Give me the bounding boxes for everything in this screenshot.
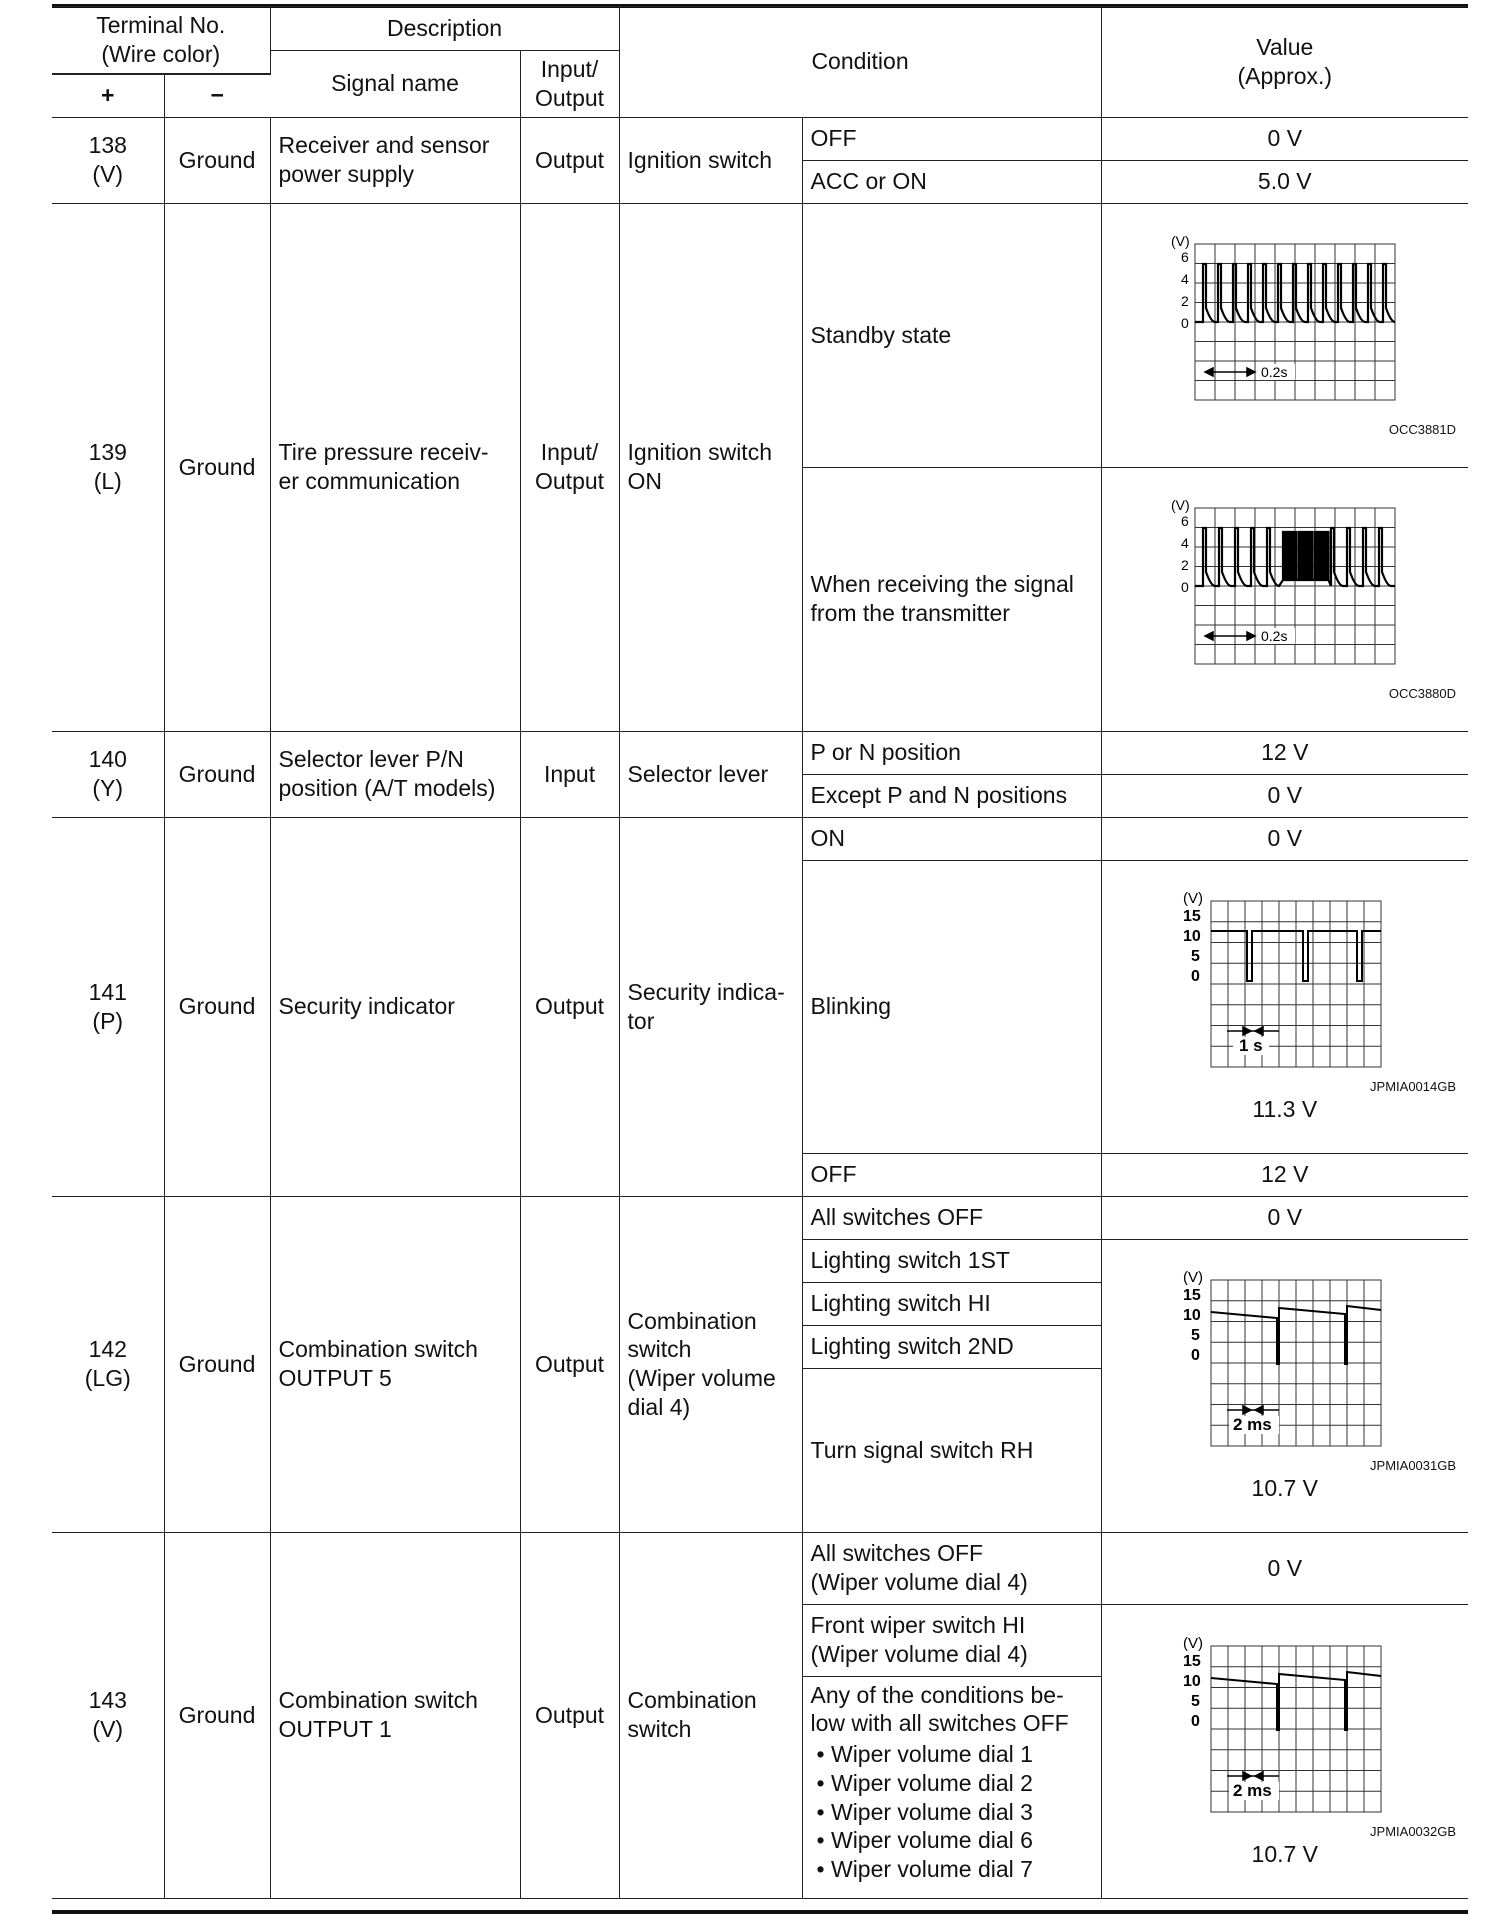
value: 11.3 V: [1252, 1096, 1318, 1123]
wire-color: (L): [93, 468, 122, 494]
io-139: [520, 203, 619, 731]
tick-label: 5: [1190, 1692, 1200, 1710]
terminal-143: [52, 1532, 164, 1898]
approx-label: (Approx.): [1237, 62, 1333, 89]
subcondition-line-1: Any of the conditions be-: [810, 1681, 1064, 1708]
wire-color: (LG): [84, 1365, 131, 1391]
subcondition: Lighting switch 2ND: [802, 1325, 1101, 1368]
wire-color: (P): [92, 1007, 124, 1034]
tick-label: 10: [1182, 1672, 1201, 1690]
value: 0 V: [1101, 1196, 1468, 1239]
subcondition: Blinking: [802, 860, 1101, 1153]
minus-header: −: [164, 74, 270, 117]
timebase-label: 2 ms: [1232, 1415, 1272, 1434]
value: 12 V: [1101, 1153, 1468, 1196]
io-line-2: Output: [535, 468, 605, 494]
terminal-table: [52, 6, 1468, 1899]
terminal-number: 141: [88, 978, 127, 1005]
bullet-item: • Wiper volume dial 1: [831, 1740, 1093, 1769]
waveform-cell-output5: [1101, 1239, 1468, 1532]
waveform-output5: [1155, 1268, 1415, 1458]
condition-header: Condition: [619, 7, 1101, 118]
waveform-cell-standby: [1101, 203, 1468, 467]
terminal-140: [52, 731, 164, 817]
value: 12 V: [1101, 731, 1468, 774]
waveform-output1: [1155, 1634, 1415, 1824]
tick-label: 10: [1182, 1307, 1201, 1324]
timebase-label: 1 s: [1238, 1036, 1263, 1055]
condition-line-2: switch: [627, 1716, 692, 1742]
terminal-number: 143: [88, 1687, 127, 1714]
subcondition: [802, 1532, 1101, 1604]
signal-line-1: Combination switch: [278, 1336, 478, 1363]
value-label: Value: [1256, 34, 1314, 60]
plus-header: +: [52, 74, 164, 117]
subcondition: [802, 1604, 1101, 1676]
ground-139: Ground: [164, 203, 270, 731]
unit-label: (V): [1182, 890, 1203, 907]
figure-code: JPMIA0032GB: [1370, 1823, 1457, 1839]
terminal-number: 138: [88, 132, 127, 159]
wire-color: (V): [92, 1716, 124, 1742]
waveform-cell-blinking: [1101, 860, 1468, 1153]
tick-label: 0: [1180, 314, 1189, 331]
subcondition: Standby state: [802, 203, 1101, 467]
signal-name-143: [270, 1532, 520, 1898]
subcondition: Except P and N positions: [802, 774, 1101, 817]
subcondition: OFF: [802, 1153, 1101, 1196]
subcondition: P or N position: [802, 731, 1101, 774]
signal-trace: [1195, 528, 1395, 586]
io-line-1: Input/: [540, 439, 599, 466]
terminal-no-header: [52, 7, 270, 75]
figure-code: JPMIA0014GB: [1370, 1079, 1457, 1094]
subcondition-line-1: When receiving the signal: [810, 571, 1074, 598]
table-row-138: [52, 117, 1468, 160]
tick-label: 15: [1182, 1652, 1201, 1670]
subcondition-line-1: All switches OFF: [810, 1540, 984, 1567]
signal-line-2: power supply: [278, 161, 415, 187]
signal-line-2: position (A/T models): [278, 775, 496, 801]
tick-label: 2: [1180, 292, 1189, 309]
waveform-blinking: [1155, 889, 1415, 1079]
ground-143: Ground: [164, 1532, 270, 1898]
signal-line-2: OUTPUT 1: [278, 1716, 392, 1742]
condition-line-2: ON: [627, 468, 663, 494]
signal-name-header: Signal name: [270, 51, 520, 118]
table-row-140: [52, 731, 1468, 774]
subcondition: [802, 1676, 1101, 1898]
tick-label: 6: [1180, 512, 1189, 529]
condition-140: Selector lever: [619, 731, 802, 817]
io-138: Output: [520, 117, 619, 203]
subcondition: Lighting switch HI: [802, 1282, 1101, 1325]
table-row-139: [52, 203, 1468, 467]
signal-name-140: [270, 731, 520, 817]
value: 0 V: [1101, 817, 1468, 860]
subcondition: All switches OFF: [802, 1196, 1101, 1239]
subcondition-line-2: low with all switches OFF: [810, 1710, 1069, 1737]
subcondition: Turn signal switch RH: [802, 1368, 1101, 1532]
bullet-item: • Wiper volume dial 2: [831, 1769, 1093, 1798]
wire-color: (Y): [92, 775, 124, 801]
input-output-header: [520, 51, 619, 118]
terminal-number: 142: [88, 1336, 127, 1363]
ground-140: Ground: [164, 731, 270, 817]
bullet-item: • Wiper volume dial 7: [831, 1855, 1093, 1884]
ground-138: Ground: [164, 117, 270, 203]
condition-141: [619, 817, 802, 1196]
timebase-label: 0.2s: [1260, 627, 1288, 644]
io-141: Output: [520, 817, 619, 1196]
subcondition-line-1: Front wiper switch HI: [810, 1612, 1026, 1639]
signal-name-142: [270, 1196, 520, 1532]
description-header: Description: [270, 7, 619, 51]
figure-code: OCC3880D: [1388, 685, 1457, 701]
io-142: Output: [520, 1196, 619, 1532]
waveform-standby: [1155, 232, 1415, 422]
tick-label: 4: [1180, 534, 1189, 551]
terminal-142: [52, 1196, 164, 1532]
value: 0 V: [1101, 774, 1468, 817]
wire-color-label: (Wire color): [101, 40, 221, 67]
waveform-cell-output1: [1101, 1604, 1468, 1898]
condition-138: Ignition switch: [619, 117, 802, 203]
tick-label: 0: [1180, 578, 1189, 595]
condition-142: [619, 1196, 802, 1532]
condition-139: [619, 203, 802, 731]
io-143: Output: [520, 1532, 619, 1898]
unit-label: (V): [1170, 232, 1190, 249]
value: 10.7 V: [1251, 1840, 1319, 1867]
unit-label: (V): [1182, 1634, 1203, 1652]
value-header: [1101, 7, 1468, 118]
tick-label: 0: [1190, 968, 1200, 985]
waveform-receiving: [1155, 496, 1415, 686]
header-row-1: [52, 7, 1468, 51]
bullet-list: [811, 1740, 1093, 1884]
condition-143: [619, 1532, 802, 1898]
tick-label: 10: [1182, 928, 1201, 945]
terminal-141: [52, 817, 164, 1196]
tick-label: 15: [1182, 1287, 1201, 1304]
subcondition: [802, 467, 1101, 731]
input-output-label-1: Input/: [540, 56, 599, 82]
signal-name-138: [270, 117, 520, 203]
io-140: Input: [520, 731, 619, 817]
signal-name-139: [270, 203, 520, 731]
condition-line-2: switch: [627, 1336, 692, 1363]
subcondition: ACC or ON: [802, 160, 1101, 203]
ground-141: Ground: [164, 817, 270, 1196]
signal-name-141: Security indicator: [270, 817, 520, 1196]
signal-line-1: Selector lever P/N: [278, 746, 464, 773]
tick-label: 6: [1180, 248, 1189, 265]
terminal-number: 139: [88, 439, 127, 466]
figure-code: JPMIA0031GB: [1370, 1458, 1457, 1473]
condition-line-3: (Wiper volume: [627, 1365, 776, 1391]
figure-code: OCC3881D: [1388, 421, 1457, 437]
tick-label: 0: [1190, 1712, 1200, 1730]
condition-line-2: tor: [627, 1007, 655, 1034]
table-bottom-rule: [52, 1910, 1468, 1914]
subcondition: Lighting switch 1ST: [802, 1239, 1101, 1282]
value: 10.7 V: [1251, 1475, 1319, 1502]
value: 0 V: [1101, 117, 1468, 160]
terminal-number: 140: [88, 746, 127, 773]
table-row-143: [52, 1532, 1468, 1604]
terminal-138: [52, 117, 164, 203]
condition-line-1: Security indica-: [627, 978, 785, 1005]
subcondition-line-2: (Wiper volume dial 4): [810, 1641, 1028, 1667]
bullet-item: • Wiper volume dial 3: [831, 1798, 1093, 1827]
subcondition-line-2: from the transmitter: [810, 600, 1010, 626]
signal-line-1: Tire pressure receiv-: [278, 439, 489, 466]
wire-color: (V): [92, 161, 124, 187]
tick-label: 5: [1190, 948, 1200, 965]
waveform-cell-receiving: [1101, 467, 1468, 731]
value: 5.0 V: [1101, 160, 1468, 203]
timebase-label: 2 ms: [1232, 1780, 1272, 1800]
table-row-142: [52, 1196, 1468, 1239]
input-output-label-2: Output: [535, 84, 605, 111]
tick-label: 4: [1180, 270, 1189, 287]
condition-line-1: Ignition switch: [627, 439, 772, 466]
condition-line-4: dial 4): [627, 1393, 691, 1420]
tick-label: 0: [1190, 1347, 1200, 1364]
bullet-item: • Wiper volume dial 6: [831, 1826, 1093, 1855]
timebase-label: 0.2s: [1260, 363, 1288, 380]
subcondition-line-2: (Wiper volume dial 4): [810, 1569, 1028, 1595]
subcondition: OFF: [802, 117, 1101, 160]
signal-line-1: Combination switch: [278, 1687, 478, 1714]
subcondition: ON: [802, 817, 1101, 860]
signal-line-2: OUTPUT 5: [278, 1365, 392, 1391]
terminal-no-label: Terminal No.: [96, 12, 226, 38]
unit-label: (V): [1170, 496, 1190, 513]
tick-label: 15: [1182, 908, 1201, 925]
ground-142: Ground: [164, 1196, 270, 1532]
signal-line-1: Receiver and sensor: [278, 132, 490, 159]
tick-label: 5: [1190, 1327, 1200, 1344]
unit-label: (V): [1182, 1269, 1203, 1286]
signal-line-2: er communication: [278, 468, 461, 494]
table-row-141: [52, 817, 1468, 860]
condition-line-1: Combination: [627, 1307, 757, 1334]
terminal-139: [52, 203, 164, 731]
value: 0 V: [1101, 1532, 1468, 1604]
tick-label: 2: [1180, 556, 1189, 573]
condition-line-1: Combination: [627, 1687, 757, 1714]
